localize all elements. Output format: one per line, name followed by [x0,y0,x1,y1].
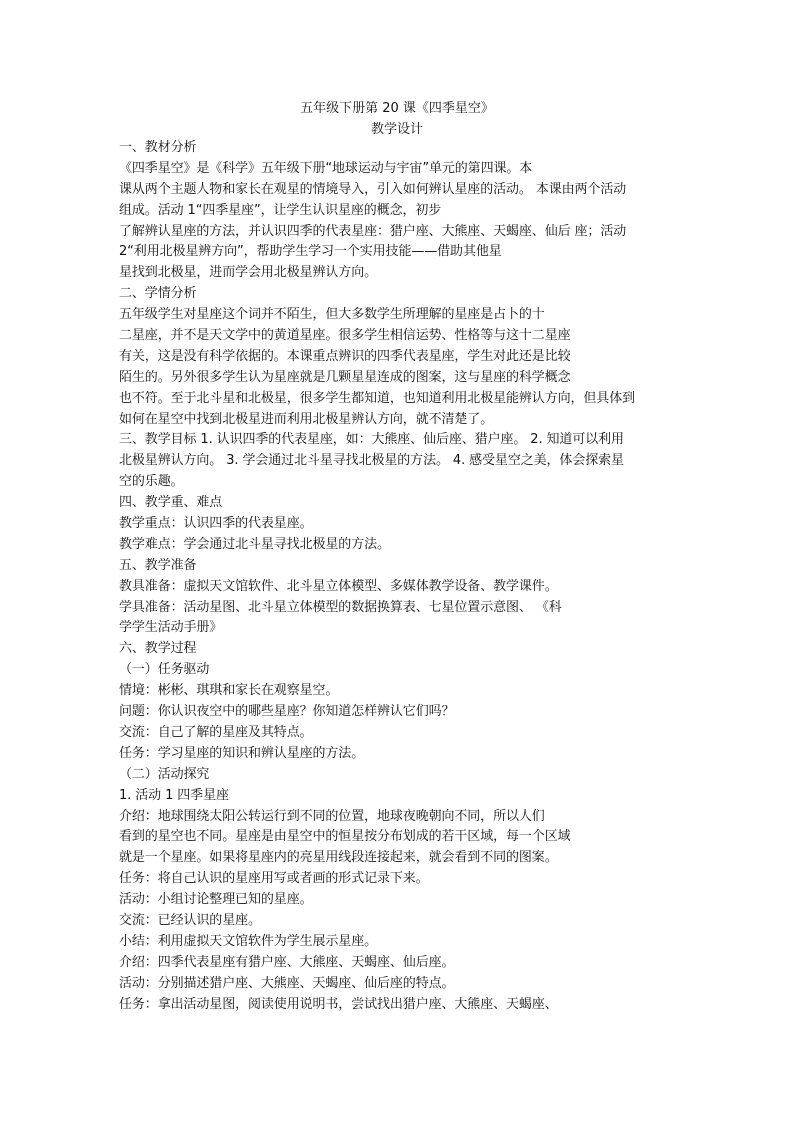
document-title: 五年级下册第 20 课《四季星空》 [300,101,494,116]
text-line: 《四季星空》是《科学》五年级下册“地球运动与宇宙”单元的第四课。本 [119,160,533,176]
text-line: 如何在星空中找到北极星进而利用北极星辨认方向，就不清楚了。 [119,411,494,427]
text-line: 教具准备：虚拟天文馆软件、北斗星立体模型、多媒体教学设备、教学课件。 [119,578,558,594]
text-line: （一）任务驱动 [119,662,210,678]
document-body [119,138,679,1015]
text-line: 二星座，并不是天文学中的黄道星座。很多学生相信运势、性格等与这十二星座 [119,328,571,344]
text-line: 2“利用北极星辨方向”，帮助学生学习一个实用技能——借助其他星 [119,244,502,260]
text-line: （二）活动探究 [119,766,210,782]
text-line: 学学生活动手册》 [119,620,223,636]
text-line: 三、教学目标 1. 认识四季的代表星座，如：大熊座、仙后座、猎户座。 2. 知道可以利用 [119,432,624,448]
text-line: 交流：已经认识的星座。 [119,912,261,928]
text-line: 四、教学重、难点 [119,495,223,511]
text-line: 1. 活动 1 四季星座 [119,787,229,803]
text-line: 任务：学习星座的知识和辨认星座的方法。 [119,745,365,761]
text-line: 活动：小组讨论整理已知的星座。 [119,892,313,908]
text-line: 介绍：四季代表星座有猎户座、大熊座、天蝎座、仙后座。 [119,954,455,970]
text-line: 一、教材分析 [119,140,197,155]
text-line: 也不符。至于北斗星和北极星，很多学生都知道，也知道利用北极星能辨认方向，但具体到 [119,390,636,406]
text-line: 活动：分别描述猎户座、大熊座、天蝎座、仙后座的特点。 [119,975,455,991]
text-line: 学具准备：活动星图、北斗星立体模型的数据换算表、七星位置示意图、 《科 [119,599,562,615]
text-line: 就是一个星座。如果将星座内的亮星用线段连接起来，就会看到不同的图案。 [119,850,558,866]
text-line: 组成。活动 1“四季星座”，让学生认识星座的概念，初步 [119,202,442,218]
text-line: 二、学情分析 [119,286,197,302]
text-line: 看到的星空也不同。星座是由星空中的恒星按分布划成的若干区域，每一个区域 [119,829,571,845]
text-line: 六、教学过程 [119,641,197,657]
text-line: 情境：彬彬、琪琪和家长在观察星空。 [119,683,339,699]
text-line: 教学重点：认识四季的代表星座。 [119,516,313,532]
document-subtitle: 教学设计 [370,122,423,137]
text-line: 北极星辨认方向。 3. 学会通过北斗星寻找北极星的方法。 4. 感受星空之美，体会探索星 [119,453,624,469]
text-line: 陌生的。另外很多学生认为星座就是几颗星星连成的图案，这与星座的科学概念 [119,369,571,385]
text-line: 了解辨认星座的方法，并认识四季的代表星座：猎户座、大熊座、天蝎座、仙后 座；活动 [119,223,627,239]
text-line: 问题：你认识夜空中的哪些星座？你知道怎样辨认它们吗？ [119,704,455,720]
text-line: 课从两个主题人物和家长在观星的情境导入，引入如何辨认星座的活动。 本课由两个活动 [119,181,627,197]
text-line: 五、教学准备 [119,557,197,573]
text-line: 小结：利用虚拟天文馆软件为学生展示星座。 [119,933,378,949]
text-line: 星找到北极星，进而学会用北极星辨认方向。 [119,265,378,281]
text-line: 任务：将自己认识的星座用写或者画的形式记录下来。 [119,871,429,887]
text-line: 教学难点：学会通过北斗星寻找北极星的方法。 [119,536,390,552]
text-line: 五年级学生对星座这个词并不陌生，但大多数学生所理解的星座是占卜的十 [119,307,545,323]
text-line: 任务：拿出活动星图，阅读使用说明书，尝试找出猎户座、大熊座、天蝎座、 [119,996,558,1012]
text-line: 空的乐趣。 [119,474,184,490]
text-line: 介绍：地球围绕太阳公转运行到不同的位置，地球夜晚朝向不同，所以人们 [119,808,545,824]
text-line: 有关，这是没有科学依据的。本课重点辨识的四季代表星座，学生对此还是比较 [119,348,571,364]
text-line: 交流：自己了解的星座及其特点。 [119,724,313,740]
